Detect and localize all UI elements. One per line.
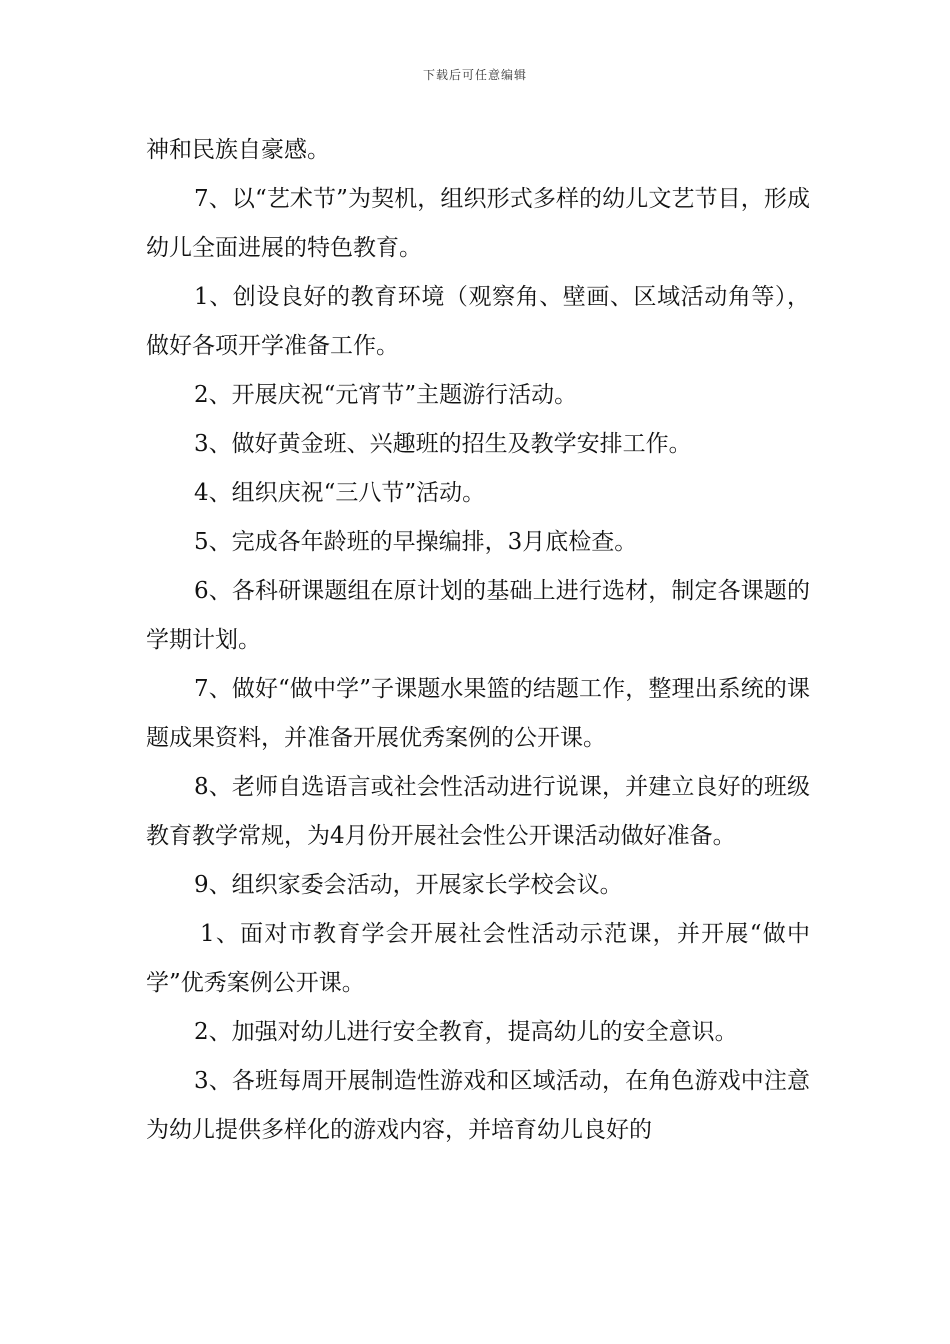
- paragraph-continuation: 神和民族自豪感。: [146, 137, 330, 163]
- document-body: [146, 126, 810, 1155]
- paragraph: 6、各科研课题组在原计划的基础上进行选材，制定各课题的学期计划。: [146, 578, 810, 653]
- paragraph: 3、各班每周开展制造性游戏和区域活动，在角色游戏中注意为幼儿提供多样化的游戏内容，并培育幼儿良好的: [146, 1068, 810, 1143]
- paragraph: 2、开展庆祝“元宵节”主题游行活动。: [194, 382, 578, 408]
- paragraph: 2、加强对幼儿进行安全教育，提高幼儿的安全意识。: [194, 1019, 738, 1045]
- paragraph: 5、完成各年龄班的早操编排，3月底检查。: [194, 529, 638, 555]
- paragraph: 4、组织庆祝“三八节”活动。: [194, 480, 486, 506]
- paragraph: 9、组织家委会活动，开展家长学校会议。: [194, 872, 623, 898]
- page-header: 下载后可任意编辑: [422, 68, 527, 82]
- paragraph: 1、面对市教育学会开展社会性活动示范课，并开展“做中学”优秀案例公开课。: [146, 921, 810, 996]
- paragraph: 1、创设良好的教育环境（观察角、壁画、区域活动角等），做好各项开学准备工作。: [146, 284, 810, 359]
- paragraph: 3、做好黄金班、兴趣班的招生及教学安排工作。: [194, 431, 692, 457]
- paragraph: 8、老师自选语言或社会性活动进行说课，并建立良好的班级教育教学常规，为4月份开展社会性公开课活动做好准备。: [146, 774, 810, 849]
- paragraph: 7、做好“做中学”子课题水果篮的结题工作，整理出系统的课题成果资料，并准备开展优秀案例的公开课。: [146, 676, 810, 751]
- paragraph: 7、以“艺术节”为契机，组织形式多样的幼儿文艺节目，形成幼儿全面进展的特色教育。: [146, 186, 810, 261]
